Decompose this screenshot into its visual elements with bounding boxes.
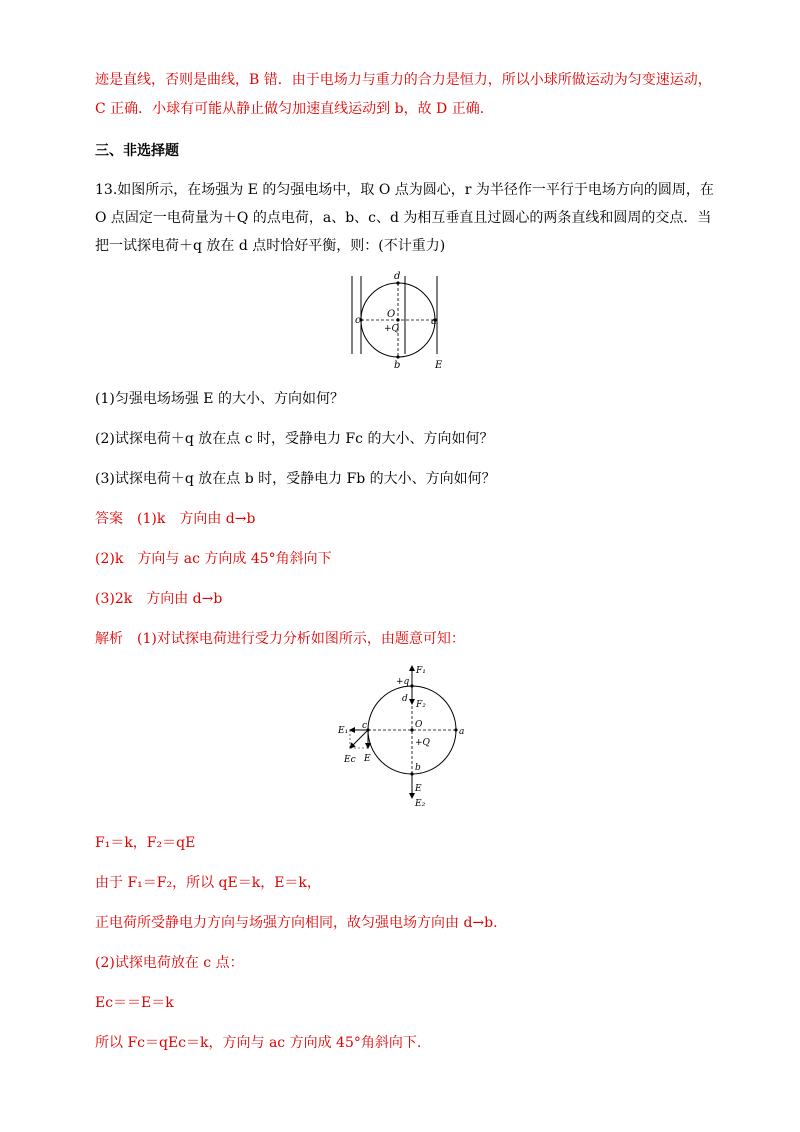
analysis-line-1: F₁＝k，F₂＝qE bbox=[95, 835, 196, 851]
fig2-label-O: O bbox=[415, 720, 423, 730]
fig2-label-Q: +Q bbox=[415, 738, 430, 748]
fig1-label-a: a bbox=[431, 316, 437, 327]
analysis-line-4: (2)试探电荷放在 c 点： bbox=[95, 955, 244, 971]
analysis-intro: 解析 (1)对试探电荷进行受力分析如图所示，由题意可知： bbox=[95, 631, 465, 647]
fig1-label-d: d bbox=[394, 271, 401, 282]
fig2-label-F2: F₂ bbox=[416, 700, 426, 710]
fig2-label-c: c bbox=[362, 721, 368, 731]
analysis-line-6: 所以 Fc＝qEc＝k，方向与 ac 方向成 45°角斜向下. bbox=[95, 1035, 422, 1051]
answer-3: (3)2k 方向由 d→b bbox=[95, 591, 223, 607]
fig2-label-q: +q bbox=[396, 677, 410, 687]
answer-2: (2)k 方向与 ac 方向成 45°角斜向下 bbox=[95, 551, 332, 567]
question-line-3: 把一试探电荷＋q 放在 d 点时恰好平衡，则：(不计重力) bbox=[95, 238, 446, 254]
fig2-label-E: E bbox=[415, 784, 422, 794]
figure-field-circle bbox=[340, 268, 460, 374]
fig1-label-E: E bbox=[435, 360, 443, 371]
question-line-2: O 点固定一电荷量为＋Q 的点电荷，a、b、c、d 为相互垂直且过圆心的两条直线和圆周的交点．当 bbox=[95, 210, 712, 226]
fig2-label-Ec: Ec bbox=[344, 755, 356, 765]
fig1-label-b: b bbox=[394, 360, 401, 371]
sub-question-3: (3)试探电荷＋q 放在点 b 时，受静电力 Fb 的大小、方向如何？ bbox=[95, 471, 496, 487]
analysis-line-2: 由于 F₁＝F₂，所以 qE＝k，E＝k， bbox=[95, 875, 321, 891]
fig1-label-O: O bbox=[387, 309, 396, 320]
section-heading: 三、非选择题 bbox=[95, 143, 179, 159]
fig2-label-b: b bbox=[415, 763, 421, 773]
fig2-label-E1: E₁ bbox=[338, 726, 349, 736]
prev-answer-line-2: C 正确．小球有可能从静止做匀加速直线运动到 b，故 D 正确． bbox=[95, 101, 494, 117]
fig1-label-c: c bbox=[355, 315, 361, 326]
figure-force-analysis bbox=[330, 660, 480, 810]
fig2-label-a: a bbox=[459, 727, 465, 737]
fig2-label-d: d bbox=[402, 694, 408, 704]
prev-answer-line-1: 迹是直线，否则是曲线，B 错．由于电场力与重力的合力是恒力，所以小球所做运动为匀变速运动， bbox=[95, 72, 712, 88]
fig2-label-F1: F₁ bbox=[416, 666, 426, 676]
sub-question-2: (2)试探电荷＋q 放在点 c 时，受静电力 Fc 的大小、方向如何？ bbox=[95, 431, 494, 447]
fig1-label-Q: +Q bbox=[384, 324, 399, 334]
question-line-1: 13.如图所示，在场强为 E 的匀强电场中，取 O 点为圆心，r 为半径作一平行于电场方向的圆周，在 bbox=[95, 182, 714, 198]
answer-1: 答案 (1)k 方向由 d→b bbox=[95, 511, 256, 527]
analysis-line-5: Ec＝＝E＝k bbox=[95, 995, 174, 1011]
sub-question-1: (1)匀强电场场强 E 的大小、方向如何？ bbox=[95, 391, 344, 407]
fig2-label-E-c: E bbox=[364, 754, 371, 764]
analysis-line-3: 正电荷所受静电力方向与场强方向相同，故匀强电场方向由 d→b. bbox=[95, 915, 498, 931]
fig2-label-E2: E₂ bbox=[415, 799, 426, 809]
